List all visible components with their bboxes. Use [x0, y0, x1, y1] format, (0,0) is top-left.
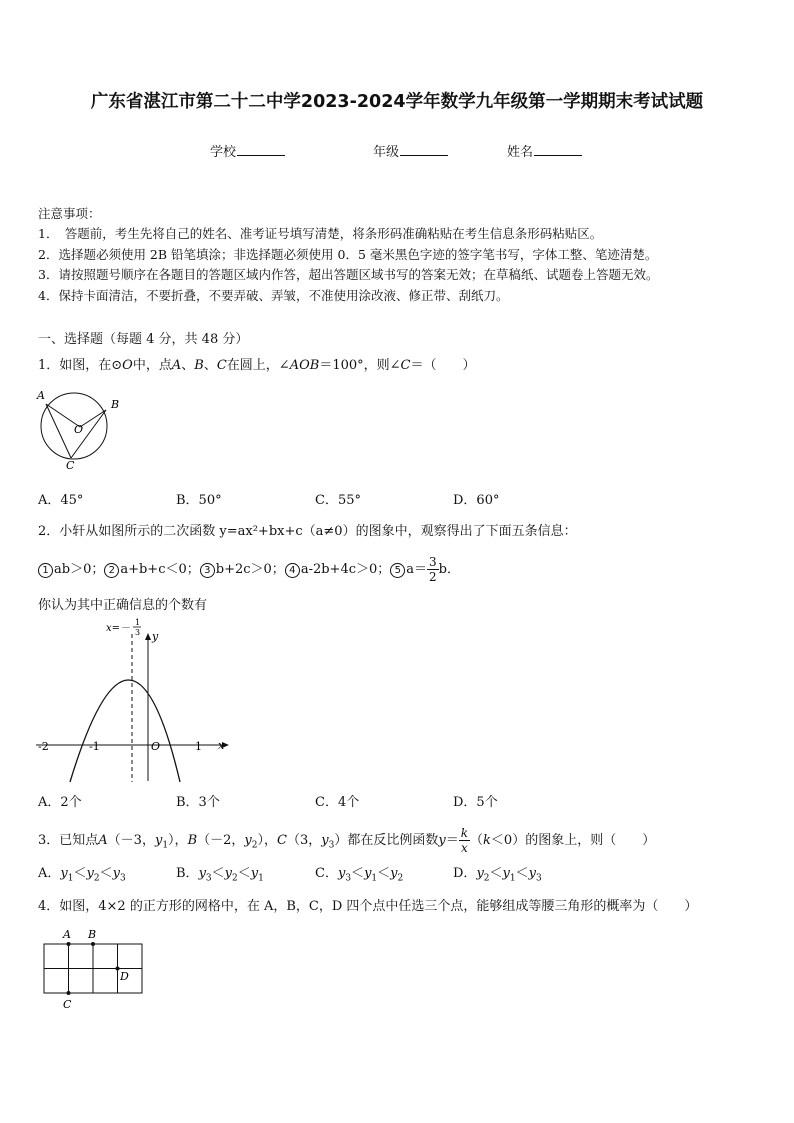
q1-c2: C [400, 358, 411, 373]
q2-frac-den: 2 [429, 570, 437, 584]
q2-info-4-num: 4 [285, 563, 300, 578]
q3-p5: ）， [257, 833, 278, 848]
q3-option-subscript: 3 [345, 873, 352, 884]
q3-option-subscript: 1 [258, 873, 264, 884]
q3-option-var: y [390, 866, 398, 881]
q1-mid2: 在圆上，∠ [226, 358, 290, 373]
q3-p8: （ [470, 833, 484, 848]
q2-origin-label: O [151, 740, 161, 753]
q4-point-a [67, 942, 71, 946]
grade-blank[interactable] [400, 143, 448, 156]
q3-y2: y [244, 833, 252, 848]
q3-p7: ）都在反比例函数 [334, 833, 439, 848]
school-field [210, 141, 285, 160]
q2-info-3-num: 3 [200, 563, 215, 578]
q1-label-o: O [74, 423, 84, 436]
q1-mid: 中，点 [132, 358, 172, 373]
q1-mid3: ＝100°，则∠ [319, 358, 401, 373]
q3-option-subscript: 2 [93, 873, 100, 884]
q2-info-4: a-2b+4c＞0； [300, 562, 391, 577]
q2-line-label: x=－ [106, 623, 131, 634]
q2-infos [38, 555, 460, 584]
q2-option-b[interactable]: B．3个 [176, 795, 220, 810]
q2-info-3: b+2c＞0； [215, 562, 285, 577]
q2-option-a[interactable]: A．2个 [38, 795, 82, 810]
q3-option-subscript: 2 [397, 873, 404, 884]
q3-k: k [483, 833, 491, 848]
name-label: 姓名 [507, 145, 534, 160]
q3-option-var: y [502, 866, 510, 881]
q3-option-var: y [112, 866, 120, 881]
q2-y-arrow [145, 633, 151, 640]
q3-frac-num: k [460, 826, 469, 840]
q3-s2: 2 [251, 840, 258, 851]
q2-option-c[interactable]: C．4个 [315, 795, 360, 810]
school-blank[interactable] [237, 143, 285, 156]
question-4-stem: 4．如图，4×2 的正方形的网格中，在 A，B，C，D 四个点中任选三个点，能够组成等腰三角形的概率为（ ） [38, 899, 698, 914]
q1-label-a: A [37, 389, 45, 402]
notes-heading: 注意事项： [38, 206, 101, 221]
q3-option-subscript: 2 [232, 873, 238, 884]
q3-option-relation: ＜ [99, 866, 113, 881]
note-item-3: 3．请按照题号顺序在各题目的答题区域内作答，超出答题区域书写的答案无效；在草稿纸、试题卷上答题无效。 [38, 267, 659, 282]
q3-option-relation: ＜ [377, 866, 391, 881]
q3-option-subscript: 1 [509, 873, 516, 884]
q2-parabola-figure [34, 616, 234, 788]
note-item-1: 1． 答题前，考生先将自己的姓名、准考证号填写清楚，将条形码准确粘贴在考生信息条形码粘贴区。 [38, 226, 603, 241]
q4-point-d [116, 967, 120, 971]
q3-option-relation: ＜ [489, 866, 503, 881]
q3-option-letter: B． [176, 866, 199, 881]
q4-label-b: B [88, 928, 97, 941]
q3-option-subscript: 1 [371, 873, 378, 884]
q3-option-subscript: 3 [119, 873, 126, 884]
q3-option-var: y [476, 866, 484, 881]
q2-info-1: ab＞0； [54, 562, 105, 577]
q3-option-subscript: 3 [536, 873, 542, 884]
q1-suffix: ＝（ ） [410, 358, 476, 373]
q2-parabola [70, 680, 180, 782]
q3-option-relation: ＜ [211, 866, 225, 881]
q1-sep1: 、 [181, 358, 195, 373]
q3-option-var: y [198, 866, 206, 881]
q2-frac-num: 3 [429, 555, 437, 569]
question-1-stem [38, 354, 476, 373]
q2-info-2-num: 2 [104, 563, 119, 578]
q3-option-var: y [60, 866, 68, 881]
page-title: 广东省湛江市第二十二中学2023-2024学年数学九年级第一学期期末考试试题 [90, 92, 704, 112]
q2-tick-1: 1 [195, 740, 202, 753]
q1-line-bo [80, 410, 106, 427]
q3-option-var: y [364, 866, 372, 881]
q3-option-letter: C． [315, 866, 338, 881]
q3-p2: （－3， [107, 833, 155, 848]
q1-option-c[interactable]: C．55° [315, 493, 361, 508]
q3-p9: ＜0）的图象上，则（ ） [490, 833, 656, 848]
q3-option-var: y [86, 866, 94, 881]
q1-a: A [171, 358, 182, 373]
q3-option-c[interactable] [315, 862, 403, 884]
q1-label-c: C [66, 459, 75, 472]
q3-option-b[interactable] [176, 862, 264, 884]
q3-b: B [187, 833, 198, 848]
q3-p1: 3．已知点 [38, 833, 99, 848]
q2-info-2: a+b+c＜0； [120, 562, 200, 577]
q2-info-5-tail: b． [438, 562, 460, 577]
q3-p4: （－2， [197, 833, 245, 848]
q2-tick-neg1: -1 [89, 740, 100, 753]
q3-y3: y [321, 833, 329, 848]
q1-aob: AOB [289, 358, 320, 373]
q1-o: O [122, 358, 133, 373]
q1-c: C [216, 358, 227, 373]
q3-option-var: y [224, 866, 233, 881]
q3-fraction [459, 826, 470, 855]
q3-option-subscript: 3 [205, 873, 212, 884]
q3-eq: ＝ [445, 833, 459, 848]
grade-field [373, 141, 448, 160]
q1-b: B [194, 358, 204, 373]
name-field [507, 141, 582, 160]
q3-option-letter: A． [38, 866, 61, 881]
q4-point-c [67, 991, 71, 995]
q1-option-b[interactable]: B．50° [176, 493, 222, 508]
q3-s1: 1 [162, 840, 169, 851]
note-item-2: 2．选择题必须使用 2B 铅笔填涂；非选择题必须使用 0．5 毫米黑色字迹的签字笔书写，字体工整、笔迹清楚。 [38, 247, 658, 262]
q3-option-relation: ＜ [237, 866, 251, 881]
q1-circle-figure [34, 384, 124, 474]
q3-s3: 3 [328, 840, 335, 851]
q3-option-relation: ＜ [515, 866, 529, 881]
grade-label: 年级 [373, 145, 400, 160]
q2-info-5-num: 5 [390, 563, 405, 578]
q2-info-5: a＝ [406, 562, 428, 577]
q2-info-5-fraction [427, 555, 439, 584]
q3-option-a[interactable] [38, 862, 126, 884]
q3-c: C [277, 833, 287, 848]
q3-p3: ）， [168, 833, 188, 848]
q4-grid-figure [38, 924, 153, 1014]
q3-option-var: y [250, 866, 259, 881]
q4-label-d: D [120, 970, 129, 983]
q2-ask: 你认为其中正确信息的个数有 [38, 598, 208, 613]
q3-option-d[interactable] [453, 862, 542, 884]
q2-y-label: y [152, 630, 159, 643]
q3-option-relation: ＜ [351, 866, 365, 881]
q2-line-frac-num: 1 [135, 618, 141, 627]
q3-option-relation: ＜ [73, 866, 87, 881]
q1-prefix: 1．如图，在⊙ [38, 358, 123, 373]
question-2-stem: 2．小轩从如图所示的二次函数 y=ax²+bx+c（a≠0）的图象中，观察得出了下面五条信息： [38, 524, 577, 539]
q2-tick-neg2: -2 [38, 740, 49, 753]
q3-a: A [98, 833, 108, 848]
note-item-4: 4．保持卡面清洁，不要折叠，不要弄破、弄皱，不准使用涂改液、修正带、刮纸刀。 [38, 288, 509, 303]
q4-label-a: A [63, 928, 71, 941]
q2-info-1-num: 1 [38, 563, 53, 578]
school-label: 学校 [210, 145, 237, 160]
q2-x-label: x [218, 739, 225, 752]
q3-frac-den: x [460, 841, 468, 855]
q4-label-c: C [63, 998, 72, 1011]
q1-option-d[interactable]: D．60° [453, 493, 500, 508]
q3-option-var: y [528, 866, 537, 881]
name-blank[interactable] [534, 143, 582, 156]
q2-option-d[interactable]: D．5个 [453, 795, 498, 810]
q3-yv: y [438, 833, 446, 848]
q3-option-letter: D． [453, 866, 477, 881]
q1-sep2: 、 [203, 358, 217, 373]
q4-point-b [91, 942, 95, 946]
q1-option-a[interactable]: A．45° [38, 493, 84, 508]
q3-option-var: y [337, 866, 346, 881]
q2-line-frac-den: 3 [135, 628, 141, 637]
q3-option-subscript: 2 [483, 873, 490, 884]
q3-y1: y [154, 833, 163, 848]
q3-option-subscript: 1 [67, 873, 74, 884]
q1-label-b: B [111, 398, 120, 411]
section-heading: 一、选择题（每题 4 分，共 48 分） [38, 332, 249, 347]
question-3-stem [38, 826, 655, 855]
q3-p6: （3， [286, 833, 322, 848]
